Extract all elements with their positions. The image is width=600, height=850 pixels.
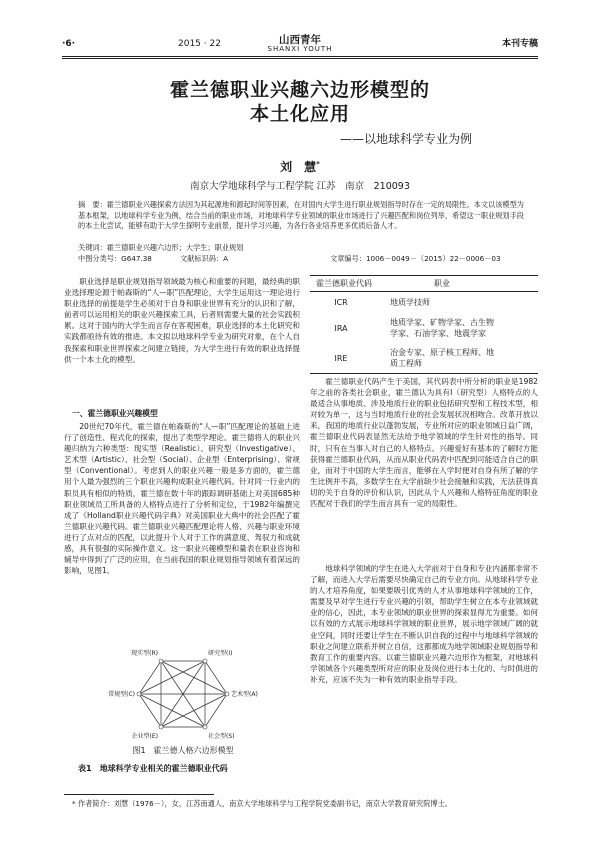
clc-number: 中图分类号：G647.38 bbox=[78, 254, 152, 263]
journal-english-name: SHANXI YOUTH bbox=[267, 45, 333, 53]
hexagon-lines bbox=[139, 661, 227, 727]
author-name bbox=[260, 158, 340, 175]
issue-date: 2015 · 22 bbox=[178, 39, 221, 49]
table-header-job: 职业 bbox=[434, 279, 450, 288]
table-header-code: 霍兰德职业代码 bbox=[316, 279, 372, 288]
article-title-line1: 霍兰德职业兴趣六边形模型的 bbox=[169, 79, 430, 101]
page-number: ·6· bbox=[62, 39, 76, 49]
node-enterprising bbox=[159, 725, 163, 729]
holland-hexagon-figure bbox=[98, 644, 268, 744]
label-social: 社会型(S) bbox=[208, 733, 235, 740]
chord-r-a bbox=[161, 661, 227, 694]
table-1-caption: 表1 地球科学专业相关的霍兰德职业代码 bbox=[78, 764, 228, 773]
article-title-line2: 本土化应用 bbox=[249, 103, 350, 125]
footnote-rule bbox=[64, 794, 214, 795]
label-investigative: 研究型(I) bbox=[208, 650, 233, 657]
chord-c-s bbox=[139, 694, 205, 727]
table-cell-jobs-line: 学家、石油学家、地震学家 bbox=[390, 329, 486, 338]
author-footnote-mark: * bbox=[316, 160, 320, 168]
footnote-mark: * bbox=[72, 799, 76, 808]
table-cell-code: IRE bbox=[334, 353, 348, 363]
journal-name: 山西青年 bbox=[279, 34, 321, 46]
author-footnote bbox=[72, 799, 542, 810]
column-name: 本刊专稿 bbox=[501, 39, 538, 49]
label-enterprising: 企业型(E) bbox=[131, 733, 158, 740]
footnote-text: 作者简介：刘慧（1976－），女，江苏南通人，南京大学地球科学与工程学院党委副书记，南京大学教育研究院博士。 bbox=[77, 799, 452, 808]
table-row bbox=[310, 313, 538, 343]
article-id: 文章编号：1006－0049－（2015）22－0006－03 bbox=[330, 254, 501, 263]
table-cell-code: ICR bbox=[334, 298, 348, 307]
table-cell-jobs-line: 地质学家、矿物学家、古生物 bbox=[390, 318, 494, 327]
section-1-paragraph: 20世纪70年代，霍兰德在帕森斯的“人—职”匹配理论的基础上进行了创造性、程式化的探索，提出了类型学理论。霍兰德将人的职业兴趣归纳为六种类型：现实型（Realistic）、研究型（Investigative）、艺术型（Artistic）、社会型（Social）、企业型（Enterprising）、常规型（Conventional）。考虑到人的职业兴趣一般是多方面的，霍兰德用个人最为强烈的三个职业兴趣构成职业兴趣代码。针对同一行业内的职员具有相似的特质，霍兰德在数十年的跟踪调研基础上对美国685种职业领域员工所具备的人格特点进行了分析和定位，于1982年编撰完成了《Holland职业兴趣代码字典》对美国职业大典中的社会匹配了霍兰德职业兴趣代码。霍兰德职业兴趣匹配理论将人格、兴趣与职业环境进行了点对点的匹配，以此提升个人对于工作的满意度、驾驭力和成就感，具有很强的实际操作意义。这一职业兴趣模型和量表在职业咨询和辅导中得到了广泛的应用，在当前我国的职业规划指导领域有着深远的影响，见图1。 bbox=[64, 422, 300, 576]
table-row bbox=[310, 343, 538, 374]
node-conventional bbox=[137, 692, 141, 696]
keywords: 关键词：霍兰德职业兴趣六边形；大学生；职业规划 bbox=[78, 243, 244, 252]
figure-1-caption: 图1 霍兰德人格六边形模型 bbox=[132, 746, 234, 755]
table-cell-jobs: 地质学技师 bbox=[390, 298, 430, 307]
label-conventional: 常规型(C) bbox=[108, 691, 135, 698]
table-cell-jobs-line: 冶金专家、原子核工程师、地 bbox=[390, 348, 494, 357]
article-subtitle: ——以地球科学专业为例 bbox=[340, 132, 473, 146]
table-row bbox=[310, 292, 538, 313]
node-investigative bbox=[203, 659, 207, 663]
label-artistic: 艺术型(A) bbox=[231, 691, 258, 698]
author-name-text: 刘 慧 bbox=[280, 160, 317, 174]
chord-i-c bbox=[139, 661, 205, 694]
table-cell-jobs bbox=[372, 317, 494, 339]
chord-a-e bbox=[161, 694, 227, 727]
node-social bbox=[203, 725, 207, 729]
node-realistic bbox=[159, 659, 163, 663]
label-realistic: 现实型(R) bbox=[131, 650, 158, 657]
header-rule-thin bbox=[62, 58, 538, 59]
author-affiliation: 南京大学地球科学与工程学院 江苏 南京 210093 bbox=[190, 181, 410, 192]
section-1-heading: 一、霍兰德职业兴趣模型 bbox=[72, 409, 158, 418]
table-cell-code: IRA bbox=[334, 323, 348, 333]
table-cell-jobs bbox=[372, 347, 494, 369]
document-code: 文献标识码：A bbox=[180, 254, 229, 263]
node-artistic bbox=[225, 692, 229, 696]
table-header-row bbox=[310, 275, 538, 292]
holland-code-table bbox=[310, 275, 538, 374]
header-rule bbox=[62, 56, 538, 57]
abstract: 摘 要：霍兰德职业兴趣探索方法因为其起源地和源起时间等因素，在对国内大学生进行职业规划指导时存在一定的局限性。本文以该模型为基本框架，以地球科学专业为例，结合当前的职业市场，对地球科学专业领域的职业市场进行了兴趣匹配和岗位列举，希望这一职业规划手段的本土化尝试，能够有助于大学生探明专业前景，提升学习兴趣，为各行各业培养更多优质后备人才。 bbox=[78, 200, 524, 231]
intro-paragraph: 职业选择是职业规划指导领域最为核心和重要的问题，最经典的职业选择理论源于帕森斯的“人—职”匹配理论，大学生运用这一理论进行职业选择的前提是学生必须对于自身和职业世界有充分的认识和了解，前者可以运用相关的职业兴趣探索工具，后者则需要大量的社会实践积累。这对于国内的大学生而言存在客观困难，职业选择的本土化研究和实践都亟待有效的推进。本文拟以地球科学专业为研究对象，在个人自我探索和职业世界探索之间建立链接，为大学生进行有效的职业选择提供一个本土化的模型。 bbox=[64, 277, 300, 364]
right-paragraph-1: 霍兰德职业代码产生于美国，其代码表中所分析的职业是1982年之前的各类社会职业，霍兰德认为具有I（研究型）人格特点的人最适合从事地质、涉及地质行业的职业包括研究型和工程技术型，相对较为单一，这与当时地质行业的社会发展状况相吻合。改革开放以来，我国的地质行业以蓬勃发展，专业所对应的职业领域日益广阔，霍兰德职业代码表显然无法给予地学领域的学生针对性的指导。同时，只有在当事人对自己的人格特点、兴趣爱好有基本的了解时方能获得霍兰德职业代码，从而从职业代码表中匹配到可能适合自己的职业，而对于中国的大学生而言，能够在入学时便对自身有所了解的学生比例并不高，多数学生在大学前缺少社会接触和实践，无法获得真切的关于自身的评价和认识，因此从个人兴趣和人格特征角度的职业匹配对于我们的学生而言具有一定的局限性。 bbox=[310, 377, 538, 509]
table-cell-jobs-line: 质工程师 bbox=[390, 359, 422, 368]
right-paragraph-2: 地球科学领域的学生在进入大学前对于自身和专业内涵都非常不了解，而进入大学后需要尽快确定自己的专业方向。从地球科学专业的人才培养角度，如果要吸引优秀的人才从事地球科学领域的工作，需要及早对学生进行专业兴趣的引领，帮助学生树立在本专业领域就业的信心，因此，本专业领域的职业世界的探索显得尤为重要。如何以有效的方式展示地球科学领域的职业世界，展示地学领域广阔的就业空间，同时还要让学生在不断认识自我的过程中与地球科学领域的职业之间建立联系并树立自信，这都都成为地学领域职业规划指导和教育工作的重要内容。以霍兰德职业兴趣六边形作为框架，对地球科学领域各个兴趣类型所对应的职业及岗位进行本土化的、与时俱进的补充，应该不失为一种有效的职业指导手段。 bbox=[310, 564, 538, 684]
